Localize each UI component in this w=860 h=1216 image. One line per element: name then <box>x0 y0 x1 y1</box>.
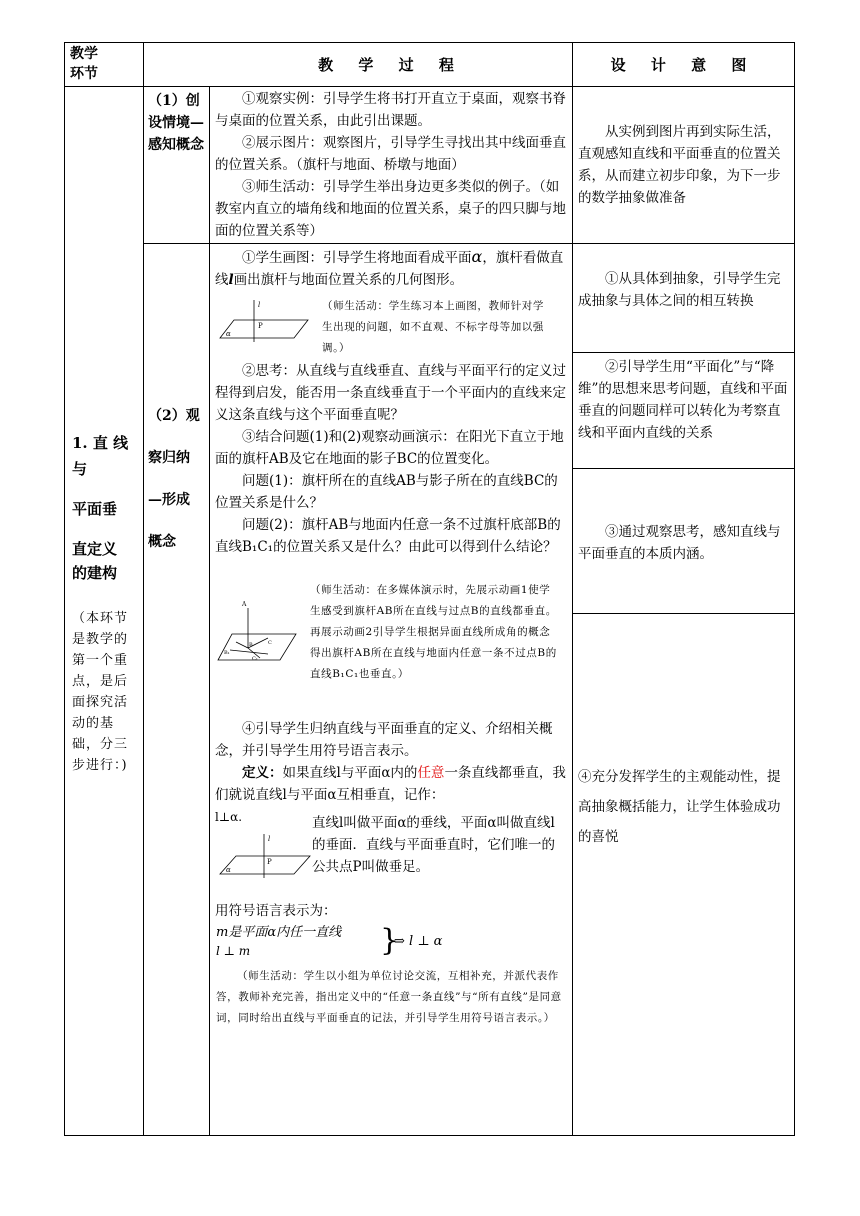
step1-part-c: 画出旗杆与地面位置关系的几何图形。 <box>233 272 464 288</box>
step1-note <box>322 296 552 359</box>
fig2-label-c: C <box>268 640 272 646</box>
symbolic-intro <box>215 900 555 922</box>
header-process-text: 教 学 过 程 <box>318 56 464 74</box>
question-2-text: 问题(2)：旗杆AB与地面内任意一条不过旗杆底部B的直线B₁C₁的位置关系又是什么？由此可以得到什么结论？ <box>215 517 561 555</box>
ground-line-b1c1 <box>230 650 268 654</box>
question-1-text: 问题(1)：旗杆所在的直线AB与影子所在的直线BC的位置关系是什么？ <box>215 473 558 511</box>
phase1-intent <box>578 121 788 209</box>
col1-divider <box>143 42 144 1136</box>
definition-text <box>215 762 569 806</box>
fig3-label-alpha: α <box>226 866 231 874</box>
phase1-item-pictures: ②展示图片：观察图片，引导学生寻找出其中线面垂直的位置关系。（旗杆与地面、桥墩与地面） <box>215 135 566 173</box>
symbolic-intro-text: 用符号语言表示为： <box>215 903 337 919</box>
fig1-label-l: l <box>258 301 261 309</box>
phase1-label-text: （1）创设情境—感知概念 <box>148 93 204 153</box>
fig3-label-l: l <box>268 835 271 843</box>
phase2-step2-text: ②思考：从直线与直线垂直、直线与平面平行的定义过程得到启发，能否用一条直线垂直于一个平面内的直线来定义这条直线与这个平面垂直呢？ <box>215 363 566 423</box>
phase1-item-observe: ①观察实例：引导学生将书打开直立于桌面，观察书脊与桌面的位置关系，由此引出课题。 <box>215 91 566 129</box>
fig2-label-c1: C₁ <box>252 656 258 662</box>
ground-line-extra <box>236 642 248 648</box>
section-title-line: 的建构 <box>72 564 118 582</box>
phase-divider <box>143 243 794 244</box>
fig2-label-a: A <box>242 601 247 608</box>
phase1-item-activity: ③师生活动：引导学生举出身边更多类似的例子。（如教室内直立的墙角线和地面的位置关系，桌子的四只脚与地面的位置关系等） <box>215 179 566 239</box>
phase2-step1 <box>215 246 567 291</box>
symbolic-formula <box>216 925 476 965</box>
phase2-step1-text <box>215 246 567 291</box>
section-title <box>72 432 140 584</box>
phase1-intent-text: 从实例到图片再到实际生活，直观感知直线和平面垂直的位置关系，从而建立初步印象，为下一步的数学抽象做准备 <box>578 124 781 206</box>
phase2-step4-text: ④引导学生归纳直线与平面垂直的定义、介绍相关概念，并引导学生用符号语言表示。 <box>215 721 553 759</box>
table-bottom-border <box>64 1135 794 1136</box>
definition-detail <box>312 812 556 878</box>
final-note-text: （师生活动：学生以小组为单位讨论交流，互相补充，并派代表作答，教师补充完善，指出定义中的“任意一条直线”与“所有直线”是同意词，同时给出直线与平面垂直的记法，并引导学生用符号语言表示。） <box>216 970 562 1024</box>
formula-line-2: l ⊥ m <box>216 944 251 958</box>
definition-part-a: 如果直线l与平面α内的 <box>282 765 418 781</box>
fig1-label-alpha: α <box>226 330 231 338</box>
plane-line-figure-1 <box>216 298 316 342</box>
header-bottom-border <box>64 86 794 87</box>
intent-4-text: ④充分发挥学生的主观能动性，提高抽象概括能力，让学生体验成功的喜悦 <box>578 769 781 845</box>
header-intent-text: 设 计 意 图 <box>610 56 757 74</box>
definition-part-b: 一条直线都垂直，我们就说直线l与平面α互相垂直，记作： <box>215 765 566 803</box>
formula-brace: } <box>380 923 400 958</box>
table-left-border <box>64 42 65 1136</box>
intent-2-text: ②引导学生用“平面化”与“降维”的思想来思考问题，直线和平面垂直的问题同样可以转化为考察直线和平面内直线的关系 <box>578 359 788 441</box>
table-top-border <box>64 42 794 43</box>
phase2-label-line: （2）观 <box>148 408 200 424</box>
section-title-line: 平面垂 <box>72 500 118 518</box>
step1-part-a: ①学生画图：引导学生将地面看成平面 <box>242 250 472 266</box>
step3-note-text: （师生活动：在多媒体演示时，先展示动画1使学生感受到旗杆AB所在直线与过点B的直线都垂直。再展示动画2引导学生根据异面直线所成角的概念得出旗杆AB所在直线与地面内任意一条不过点B的直线B₁C₁也垂直。） <box>310 584 557 680</box>
intent-divider-3 <box>572 613 794 614</box>
definition-keyword-arbitrary: 任意 <box>417 765 445 781</box>
step3-note <box>310 580 560 685</box>
phase2-label-line: 察归纳 <box>148 450 190 466</box>
step1-part-b: ，旗杆看做直线 <box>215 250 564 288</box>
col3-divider <box>572 42 573 1136</box>
formula-line-1: m是平面α内任一直线 <box>216 925 342 940</box>
phase1-content <box>215 88 567 242</box>
phase2-label-line: 概念 <box>148 534 176 550</box>
fig1-label-p: P <box>258 322 263 330</box>
section-note <box>72 608 138 776</box>
final-note <box>216 966 564 1029</box>
section-title-line: 与 <box>72 460 88 478</box>
phase2-step3-text: ③结合问题(1)和(2)观察动画演示：在阳光下直立于地面的旗杆AB及它在地面的影子BC的位置变化。 <box>215 429 564 467</box>
intent-3 <box>578 521 788 565</box>
definition-detail-text: 直线l叫做平面α的垂线，平面α叫做直线l的垂面．直线与平面垂直时，它们唯一的公共点P叫做垂足。 <box>312 815 555 875</box>
plane-line-figure-2 <box>216 832 312 878</box>
fig2-label-b1: B₁ <box>224 650 230 656</box>
intent-3-text: ③通过观察思考，感知直线与平面垂直的本质内涵。 <box>578 524 781 562</box>
fig2-label-b: B <box>249 642 253 648</box>
intent-4 <box>578 762 790 852</box>
fig3-label-p: P <box>267 858 272 866</box>
header-process <box>210 54 572 75</box>
phase1-label <box>148 90 206 156</box>
header-intent <box>573 54 794 75</box>
table-right-border <box>794 42 795 1136</box>
section-title-line: 1. 直 线 <box>72 434 129 452</box>
definition-label: 定义： <box>242 765 283 781</box>
intent-2 <box>578 356 790 444</box>
header-stage <box>70 44 140 84</box>
section-note-text: （本环节是教学的第一个重点，是后面探究活动的基础，分三步进行：) <box>72 611 129 773</box>
flagpole-shadow-figure <box>216 598 306 666</box>
phase2-steps-2-3 <box>215 360 569 558</box>
l-symbol: l <box>228 272 234 288</box>
plane-alpha-shape <box>220 320 308 338</box>
plane-alpha-shape-2 <box>220 856 310 874</box>
phase2-label-line: —形成 <box>148 492 190 508</box>
intent-divider-1 <box>572 352 794 353</box>
header-stage-text: 教学环节 <box>70 46 98 82</box>
definition-notation: l⊥α. <box>215 810 243 824</box>
formula-result: ⇒ l ⊥ α <box>394 934 443 949</box>
intent-1-text: ①从具体到抽象，引导学生完成抽象与具体之间的相互转换 <box>578 271 781 309</box>
intent-1 <box>578 268 788 312</box>
alpha-symbol: α <box>471 247 483 266</box>
step1-note-text: （师生活动：学生练习本上画图，教师针对学生出现的问题，如不直观、不标字母等加以强调。） <box>322 300 544 354</box>
section-title-line: 直定义 <box>72 540 118 558</box>
phase2-label <box>148 405 206 553</box>
intent-divider-2 <box>572 468 794 469</box>
